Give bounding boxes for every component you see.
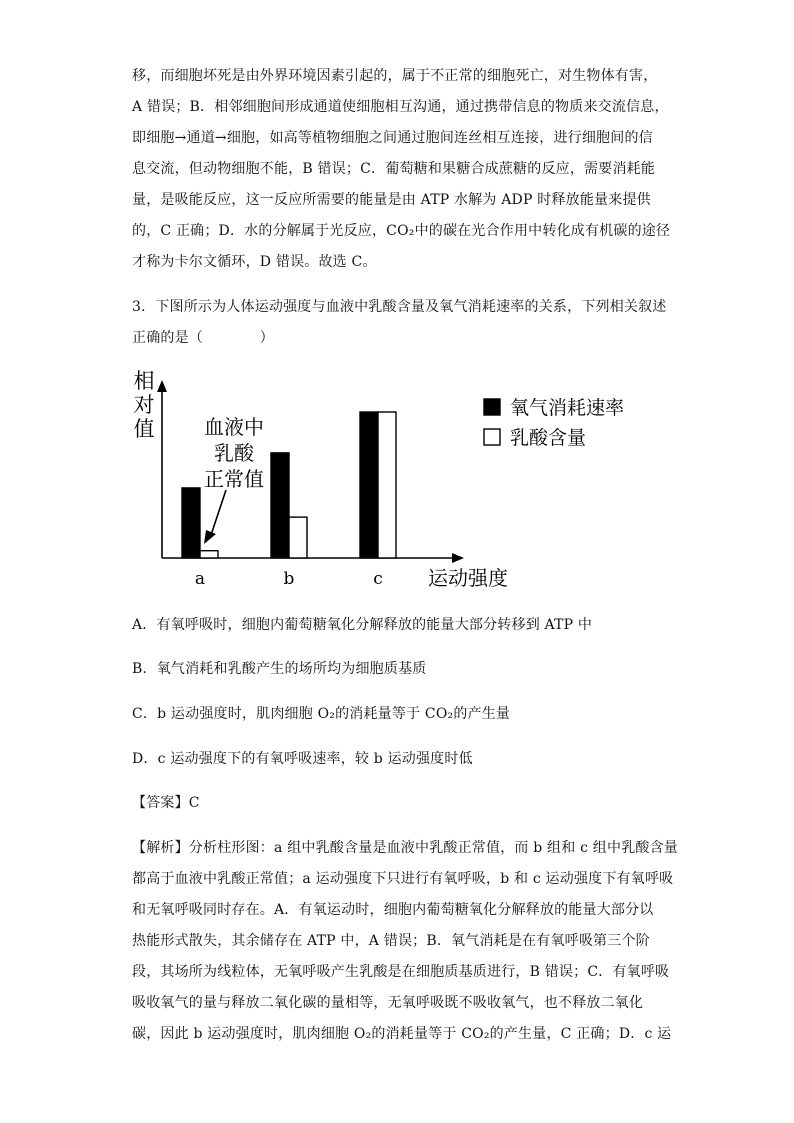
bar-b-oxygen (271, 453, 289, 558)
option-c: C．b 运动强度时，肌肉细胞 O₂的消耗量等于 CO₂的产生量 (132, 706, 511, 722)
y-axis-label-char: 值 (133, 417, 155, 441)
bar-a-lactate (200, 551, 218, 558)
bar-c-oxygen (360, 412, 378, 558)
legend-swatch (484, 399, 500, 415)
x-axis-label: 运动强度 (428, 566, 508, 590)
bar-b-lactate (289, 517, 307, 558)
y-axis-label-char: 对 (133, 393, 155, 417)
annotation-text: 乳酸 (214, 441, 254, 465)
analysis-line: 吸收氧气的量与释放二氧化碳的量相等，无氧呼吸既不吸收氧气，也不释放二氧化 (132, 995, 644, 1011)
analysis-line: 碳，因此 b 运动强度时，肌肉细胞 O₂的消耗量等于 CO₂的产生量，C 正确；D．c 运 (132, 1026, 672, 1042)
analysis-line: 【解析】分析柱形图：a 组中乳酸含量是血液中乳酸正常值，而 b 组和 c 组中乳酸含量 (132, 840, 678, 856)
annotation-text: 血液中 (204, 415, 264, 439)
text-line: A 错误；B．相邻细胞间形成通道使细胞相互沟通，通过携带信息的物质来交流信息， (132, 99, 669, 115)
text-line: 息交流，但动物细胞不能，B 错误；C．葡萄糖和果糖合成蔗糖的反应，需要消耗能 (132, 161, 656, 177)
legend-label: 氧气消耗速率 (510, 397, 625, 419)
question-stem: 正确的是（ ） (132, 330, 274, 346)
text-line: 移，而细胞坏死是由外界环境因素引起的，属于不正常的细胞死亡，对生物体有害， (132, 68, 658, 84)
x-axis-arrow (452, 553, 464, 563)
text-line: 的，C 正确；D．水的分解属于光反应，CO₂中的碳在光合作用中转化成有机碳的途径 (132, 223, 671, 239)
option-b: B．氧气消耗和乳酸产生的场所均为细胞质基质 (132, 661, 427, 677)
option-d: D．c 运动强度下的有氧呼吸速率，较 b 运动强度时低 (132, 751, 473, 767)
x-tick-label: c (373, 569, 383, 589)
annotation-arrow-head (204, 530, 216, 544)
y-axis-arrow (157, 380, 167, 392)
bar-c-lactate (378, 412, 396, 558)
analysis-line: 都高于血液中乳酸正常值；a 运动强度下只进行有氧呼吸，b 和 c 运动强度下有氧呼吸 (132, 871, 674, 887)
answer-label: 【答案】C (132, 795, 200, 811)
analysis-line: 热能形式散失，其余储存在 ATP 中，A 错误；B．氧气消耗是在有氧呼吸第三个阶 (132, 933, 650, 949)
legend-swatch (484, 429, 500, 445)
annotation-arrow (210, 490, 226, 538)
question-stem: 3．下图所示为人体运动强度与血液中乳酸含量及氧气消耗速率的关系，下列相关叙述 (132, 299, 667, 315)
text-line: 才称为卡尔文循环，D 错误。故选 C。 (132, 254, 377, 270)
y-axis-label-char: 相 (133, 369, 155, 393)
bar-a-oxygen (182, 488, 200, 558)
annotation-text: 正常值 (204, 467, 264, 491)
legend-label: 乳酸含量 (510, 427, 587, 449)
x-tick-label: b (283, 569, 295, 589)
x-tick-label: a (194, 569, 206, 589)
text-line: 量，是吸能反应，这一反应所需要的能量是由 ATP 水解为 ADP 时释放能量来提供 (132, 192, 651, 208)
option-a: A．有氧呼吸时，细胞内葡萄糖氧化分解释放的能量大部分转移到 ATP 中 (132, 617, 593, 633)
bar-chart (120, 362, 660, 594)
analysis-line: 和无氧呼吸同时存在。A．有氧运动时，细胞内葡萄糖氧化分解释放的能量大部分以 (132, 902, 654, 918)
text-line: 即细胞→通道→细胞，如高等植物细胞之间通过胞间连丝相互连接，进行细胞间的信 (132, 130, 653, 146)
analysis-line: 段，其场所为线粒体，无氧呼吸产生乳酸是在细胞质基质进行，B 错误；C．有氧呼吸 (132, 964, 670, 980)
